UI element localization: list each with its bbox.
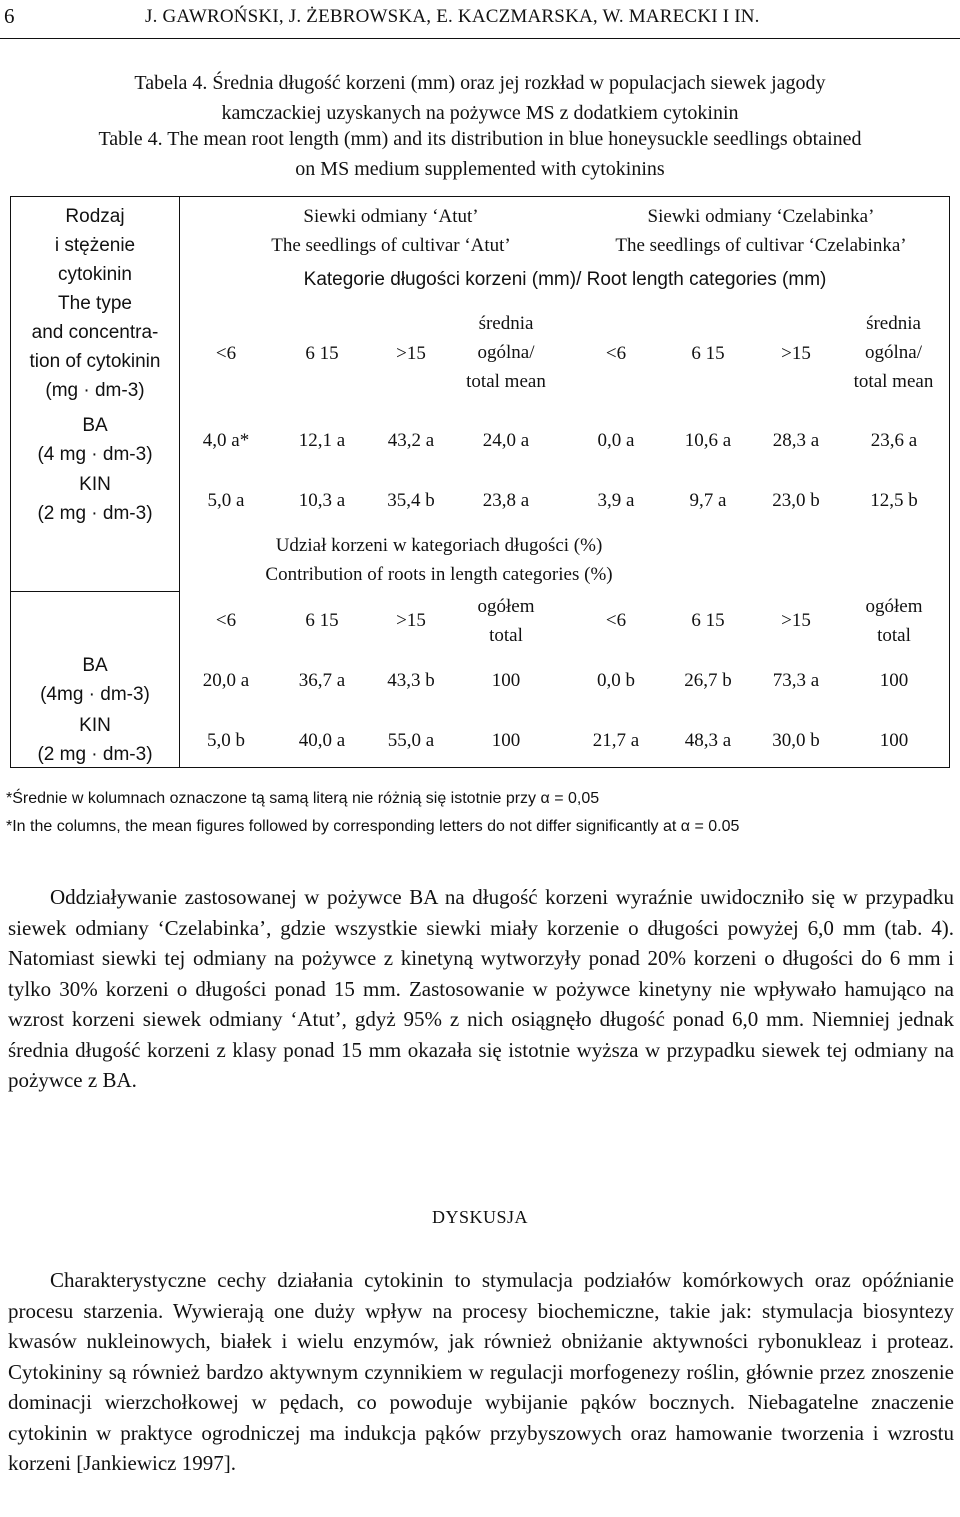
cat-lt6-czel: <6 xyxy=(605,343,627,364)
running-authors: J. GAWROŃSKI, J. ŻEBROWSKA, E. KACZMARSKA, W. MARECKI I IN. xyxy=(145,6,760,27)
caption-pl-line2: kamczackiej uzyskanych na pożywce MS z dodatkiem cytokinin xyxy=(221,102,739,124)
cat-gt15-atut: >15 xyxy=(396,343,426,364)
cat-6-15-czel: 6 15 xyxy=(691,343,725,364)
contrib-total-atut: ogółem total xyxy=(477,596,535,646)
table-row-divider xyxy=(11,591,179,592)
total-mean-czel-header: średnia ogólna/ total mean xyxy=(853,313,934,392)
contrib-cat-gt15-czel: >15 xyxy=(781,610,811,631)
table-caption-en xyxy=(0,124,960,184)
contrib-cat-lt6-atut: <6 xyxy=(215,610,237,631)
contrib-total-czel: ogółem total xyxy=(865,596,923,646)
body-paragraph-2: Charakterystyczne cechy działania cytokinin to stymulacja podziałów komórkowych oraz opóźnianie procesu starzenia. Wywierają one duży wpływ na procesy biochemiczne, takie jak: stymulacja biosyntezy kwasów nukleinowych, białek i wielu enzymów, jak również obniżanie aktywności rybonukleaz i proteaz. Cytokininy są również bardzo aktywnym czynnikiem w regulacji morfogenezy roślin, głównie przez znoszenie dominacji wierzchołkowej w pędach, co powoduje wybijanie pąków bocznych. Niebagatelne znaczenie cytokinin w praktyce ogrodniczej ma indukcja pąków przybyszowych oraz hamowanie tworzenia i wzrostu korzeni [Jankiewicz 1997]. xyxy=(8,1268,954,1475)
data-table: Rodzaj i stężenie cytokinin The type and concentra- tion of cytokinin (mg · dm-3) BA (4 mg · dm-3) KIN (2 mg · dm-3) BA (4mg · dm-3) KIN (2 mg · dm-3) Siewki odmiany ‘Atut’ The seedlings of cultivar ‘Atut’ Siewki odmiany ‘Czelabinka’ The seedlings of cultivar ‘Czelabinka’ Kategorie długości korzeni (mm)/ Root length categories (mm) <6 6 15 >15 średnia ogólna/ total mean <6 6 15 >15 średnia ogólna/ total mean 4,0 a* 12,1 a 43,2 a 24,0 a 0,0 a 10,6 a 28,3 a 23,6 a 5,0 a 10,3 a 35,4 b 23,8 a 3,9 a 9,7 a 23,0 b 12,5 b Udział korzeni w kategoriach długości (%) Contribution of roots in length categories (%) <6 6 15 >15 ogółem total <6 6 15 >15 ogółem total 20,0 a 36,7 a 43,3 b 100 0,0 b 26,7 b 73,3 a 100 5,0 b 40,0 a 55,0 a 100 21,7 a 48,3 a 30,0 b 100 xyxy=(10,196,950,768)
contribution-header: Udział korzeni w kategoriach długości (%) Contribution of roots in length categories (%) xyxy=(265,535,613,585)
section-heading: DYSKUSJA xyxy=(431,1207,529,1227)
cat-lt6-atut: <6 xyxy=(215,343,237,364)
caption-pl-line1: Tabela 4. Średnia długość korzeni (mm) oraz jej rozkład w populacjach siewek jagody xyxy=(134,72,826,94)
cat-6-15-atut: 6 15 xyxy=(305,343,339,364)
length-categories-header: Kategorie długości korzeni (mm)/ Root length categories (mm) xyxy=(303,269,827,290)
body-paragraph-1: Oddziaływanie zastosowanej w pożywce BA na długość korzeni wyraźnie uwidoczniło się w przypadku siewek odmiany ‘Czelabinka’, gdzie wszystkie siewki miały korzenie o długości powyżej 6,0 mm (tab. 4). Natomiast siewki tej odmiany na pożywce z kinetyną wytworzyły ponad 20% korzeni o długości do 6 mm i tylko 30% korzeni o długości ponad 15 mm. Zastosowanie w pożywce kinetyny nie wpływało hamująco na wzrost korzeni siewek odmiany ‘Atut’, gdyż 95% z nich osiągnęło długość ponad 6,0 mm. Niemniej jednak średnia długość korzeni z klasy ponad 15 mm okazała się istotnie wyższa w przypadku siewek tej odmiany na pożywce z BA. xyxy=(8,885,954,1092)
total-mean-atut-header: średnia ogólna/ total mean xyxy=(466,313,546,392)
page-number: 6 xyxy=(4,4,15,28)
footnote-en: *In the columns, the mean figures followed by corresponding letters do not differ significantly at α = 0.05 xyxy=(6,818,740,835)
row-label-kin-contrib: KIN (2 mg · dm-3) xyxy=(37,715,153,765)
contrib-cat-lt6-czel: <6 xyxy=(605,610,627,631)
contrib-cat-gt15-atut: >15 xyxy=(396,610,426,631)
caption-en-line1: Table 4. The mean root length (mm) and its distribution in blue honeysuckle seedlings obtained xyxy=(98,128,862,150)
row-header-label: Rodzaj i stężenie cytokinin The type and concentra- tion of cytokinin (mg · dm-3) xyxy=(29,206,161,401)
contrib-cat-6-15-atut: 6 15 xyxy=(305,610,339,631)
cat-gt15-czel: >15 xyxy=(781,343,811,364)
cultivar-atut-header: Siewki odmiany ‘Atut’ The seedlings of cultivar ‘Atut’ xyxy=(271,206,511,256)
running-header xyxy=(0,0,960,39)
caption-en-line2: on MS medium supplemented with cytokinins xyxy=(295,158,665,180)
footnote-pl: *Średnie w kolumnach oznaczone tą samą literą nie różnią się istotnie przy α = 0,05 xyxy=(6,790,600,807)
row-label-kin: KIN (2 mg · dm-3) xyxy=(37,474,153,524)
contrib-cat-6-15-czel: 6 15 xyxy=(691,610,725,631)
cultivar-czelabinka-header: Siewki odmiany ‘Czelabinka’ The seedlings of cultivar ‘Czelabinka’ xyxy=(615,206,907,256)
row-label-ba-contrib: BA (4mg · dm-3) xyxy=(40,655,150,705)
row-label-ba: BA (4 mg · dm-3) xyxy=(37,415,153,465)
table-caption-pl xyxy=(0,68,960,128)
